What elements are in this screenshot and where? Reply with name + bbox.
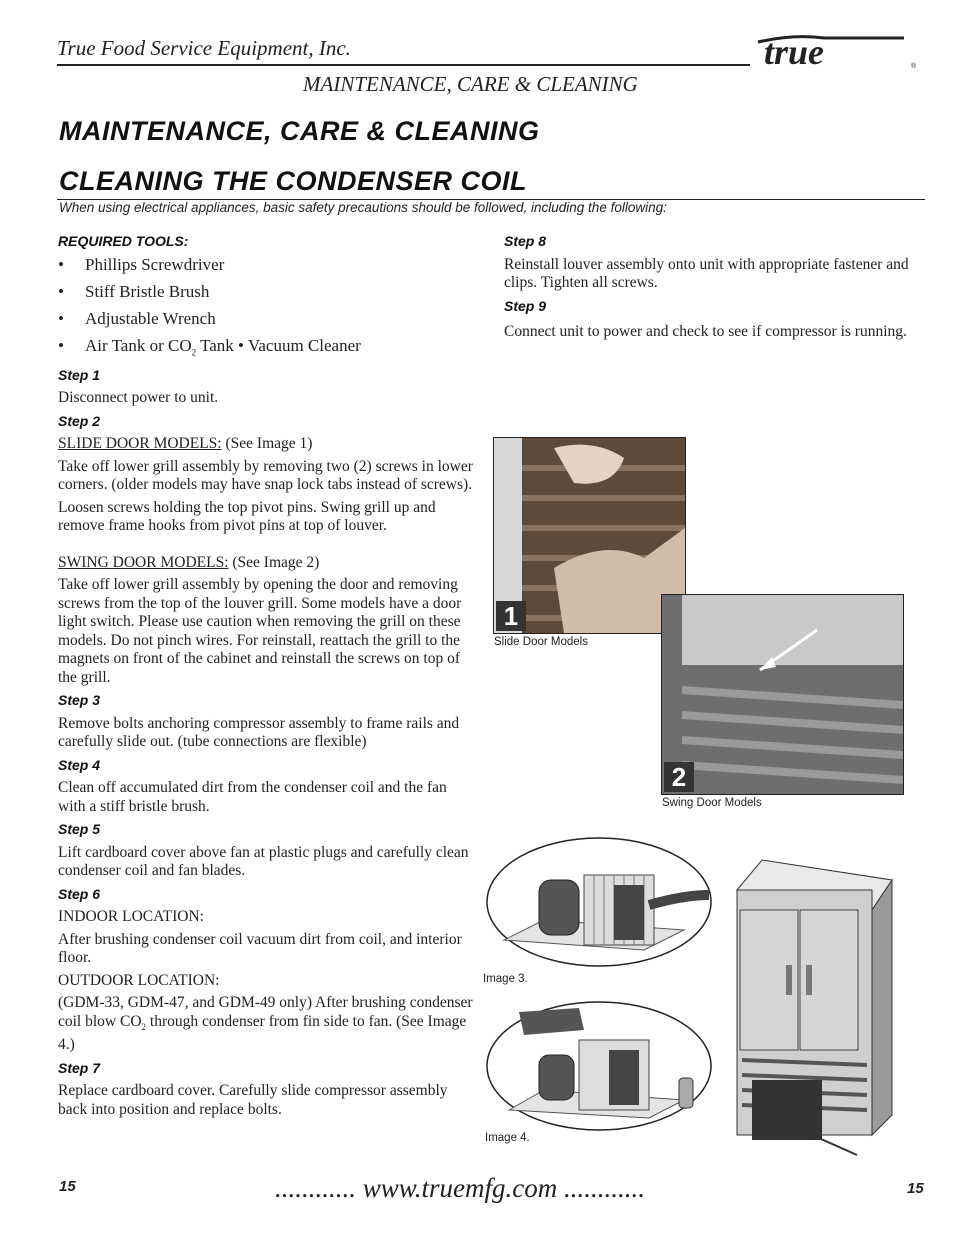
swing-door-text: Take off lower grill assembly by opening the door and removing screws from the top of the louver grill. Some models have a door light switch. Please use caution when removing the grill on these models. Do not pinch wires. For reinstall, reattach the grill to the magnets on front of the cabinet and reinstall the screws on top of the grill.	[58, 576, 462, 686]
image-4-caption: Image 4.	[485, 1132, 530, 1144]
photo-swing-door-illustration	[662, 595, 903, 794]
step-2-label: Step 2	[58, 412, 101, 429]
image-1-caption: Slide Door Models	[494, 636, 588, 648]
step-4-text: Clean off accumulated dirt from the condenser coil and the fan with a stiff bristle brush.	[58, 779, 447, 815]
outdoor-heading: OUTDOOR LOCATION:	[58, 971, 220, 989]
indoor-heading: INDOOR LOCATION:	[58, 908, 204, 925]
image-3-compressor-diagram	[484, 835, 714, 970]
logo-text: true	[764, 32, 825, 70]
image-4-compressor-diagram	[484, 1000, 714, 1132]
step-7-label: Step 7	[58, 1059, 101, 1076]
svg-text:®: ®	[911, 63, 917, 70]
step-7-text: Replace cardboard cover. Carefully slide compressor assembly back into position and replace bolts.	[58, 1082, 448, 1118]
company-name: True Food Service Equipment, Inc.	[57, 36, 351, 60]
image-2-number: 2	[664, 762, 694, 792]
step-8-label: Step 8	[504, 233, 547, 249]
outdoor-text: (GDM-33, GDM-47, and GDM-49 only) After brushing condenser coil blow $CO_2$ through condenser from fin side to fan. (See Image 4.)	[58, 994, 473, 1054]
image-3-caption: Image 3.	[483, 973, 528, 985]
refrigerator-illustration	[732, 855, 897, 1165]
list-item: • Stiff Bristle Brush	[58, 281, 210, 301]
step-9-text: Connect unit to power and check to see if compressor is running.	[504, 323, 907, 340]
image-1-number: 1	[496, 601, 526, 631]
step-9-label: Step 9	[504, 297, 547, 314]
slide-door-text-1: Take off lower grill assembly by removing two (2) screws in lower corners. (older models may have snap lock tabs instead of screws).	[58, 457, 473, 493]
slide-door-text-2: Loosen screws holding the top pivot pins. Swing grill up and remove frame hooks from pivot pins at top of louver.	[58, 498, 436, 534]
section-subheader: MAINTENANCE, CARE & CLEANING	[303, 72, 638, 96]
step-5-label: Step 5	[58, 821, 101, 837]
list-item: • Air Tank or $CO_2$ Tank • Vacuum Cleaner	[58, 335, 361, 357]
page-subtitle: CLEANING THE CONDENSER COIL	[59, 166, 528, 196]
intro-text: When using electrical appliances, basic safety precautions should be followed, including the following:	[59, 200, 667, 215]
step-1-label: Step 1	[58, 366, 101, 383]
left-column	[58, 230, 478, 1123]
footer-url[interactable]: ............ www.truemfg.com ............	[275, 1173, 645, 1203]
true-logo	[754, 28, 919, 70]
step-6-label: Step 6	[58, 885, 101, 902]
page-number-left: 15	[59, 1178, 76, 1195]
right-column	[504, 230, 916, 347]
list-item: • Phillips Screwdriver	[58, 254, 225, 274]
tools-list	[58, 256, 478, 364]
image-2-photo	[661, 594, 904, 795]
step-5-text: Lift cardboard cover above fan at plastic plugs and carefully clean condenser coil and fan blades.	[58, 843, 469, 879]
step-3-text: Remove bolts anchoring compressor assembly to frame rails and carefully slide out. (tube connections are flexible)	[58, 714, 460, 750]
step-8-text: Reinstall louver assembly onto unit with appropriate fastener and clips. Tighten all screws.	[504, 255, 909, 291]
header-rule	[57, 64, 750, 66]
image-2-caption: Swing Door Models	[662, 797, 762, 809]
image-1-photo	[493, 437, 686, 634]
swing-door-heading: SWING DOOR MODELS: (See Image 2)	[58, 553, 320, 571]
step-4-label: Step 4	[58, 756, 101, 773]
page-title: MAINTENANCE, CARE & CLEANING	[59, 116, 540, 146]
tools-heading: REQUIRED TOOLS:	[58, 233, 189, 249]
indoor-text: After brushing condenser coil vacuum dirt from coil, and interior floor.	[58, 930, 462, 966]
slide-door-heading: SLIDE DOOR MODELS: (See Image 1)	[58, 435, 313, 452]
page-number-right: 15	[907, 1180, 924, 1197]
step-3-label: Step 3	[58, 692, 101, 708]
step-1-text: Disconnect power to unit.	[58, 389, 219, 406]
list-item: • Adjustable Wrench	[58, 308, 216, 328]
